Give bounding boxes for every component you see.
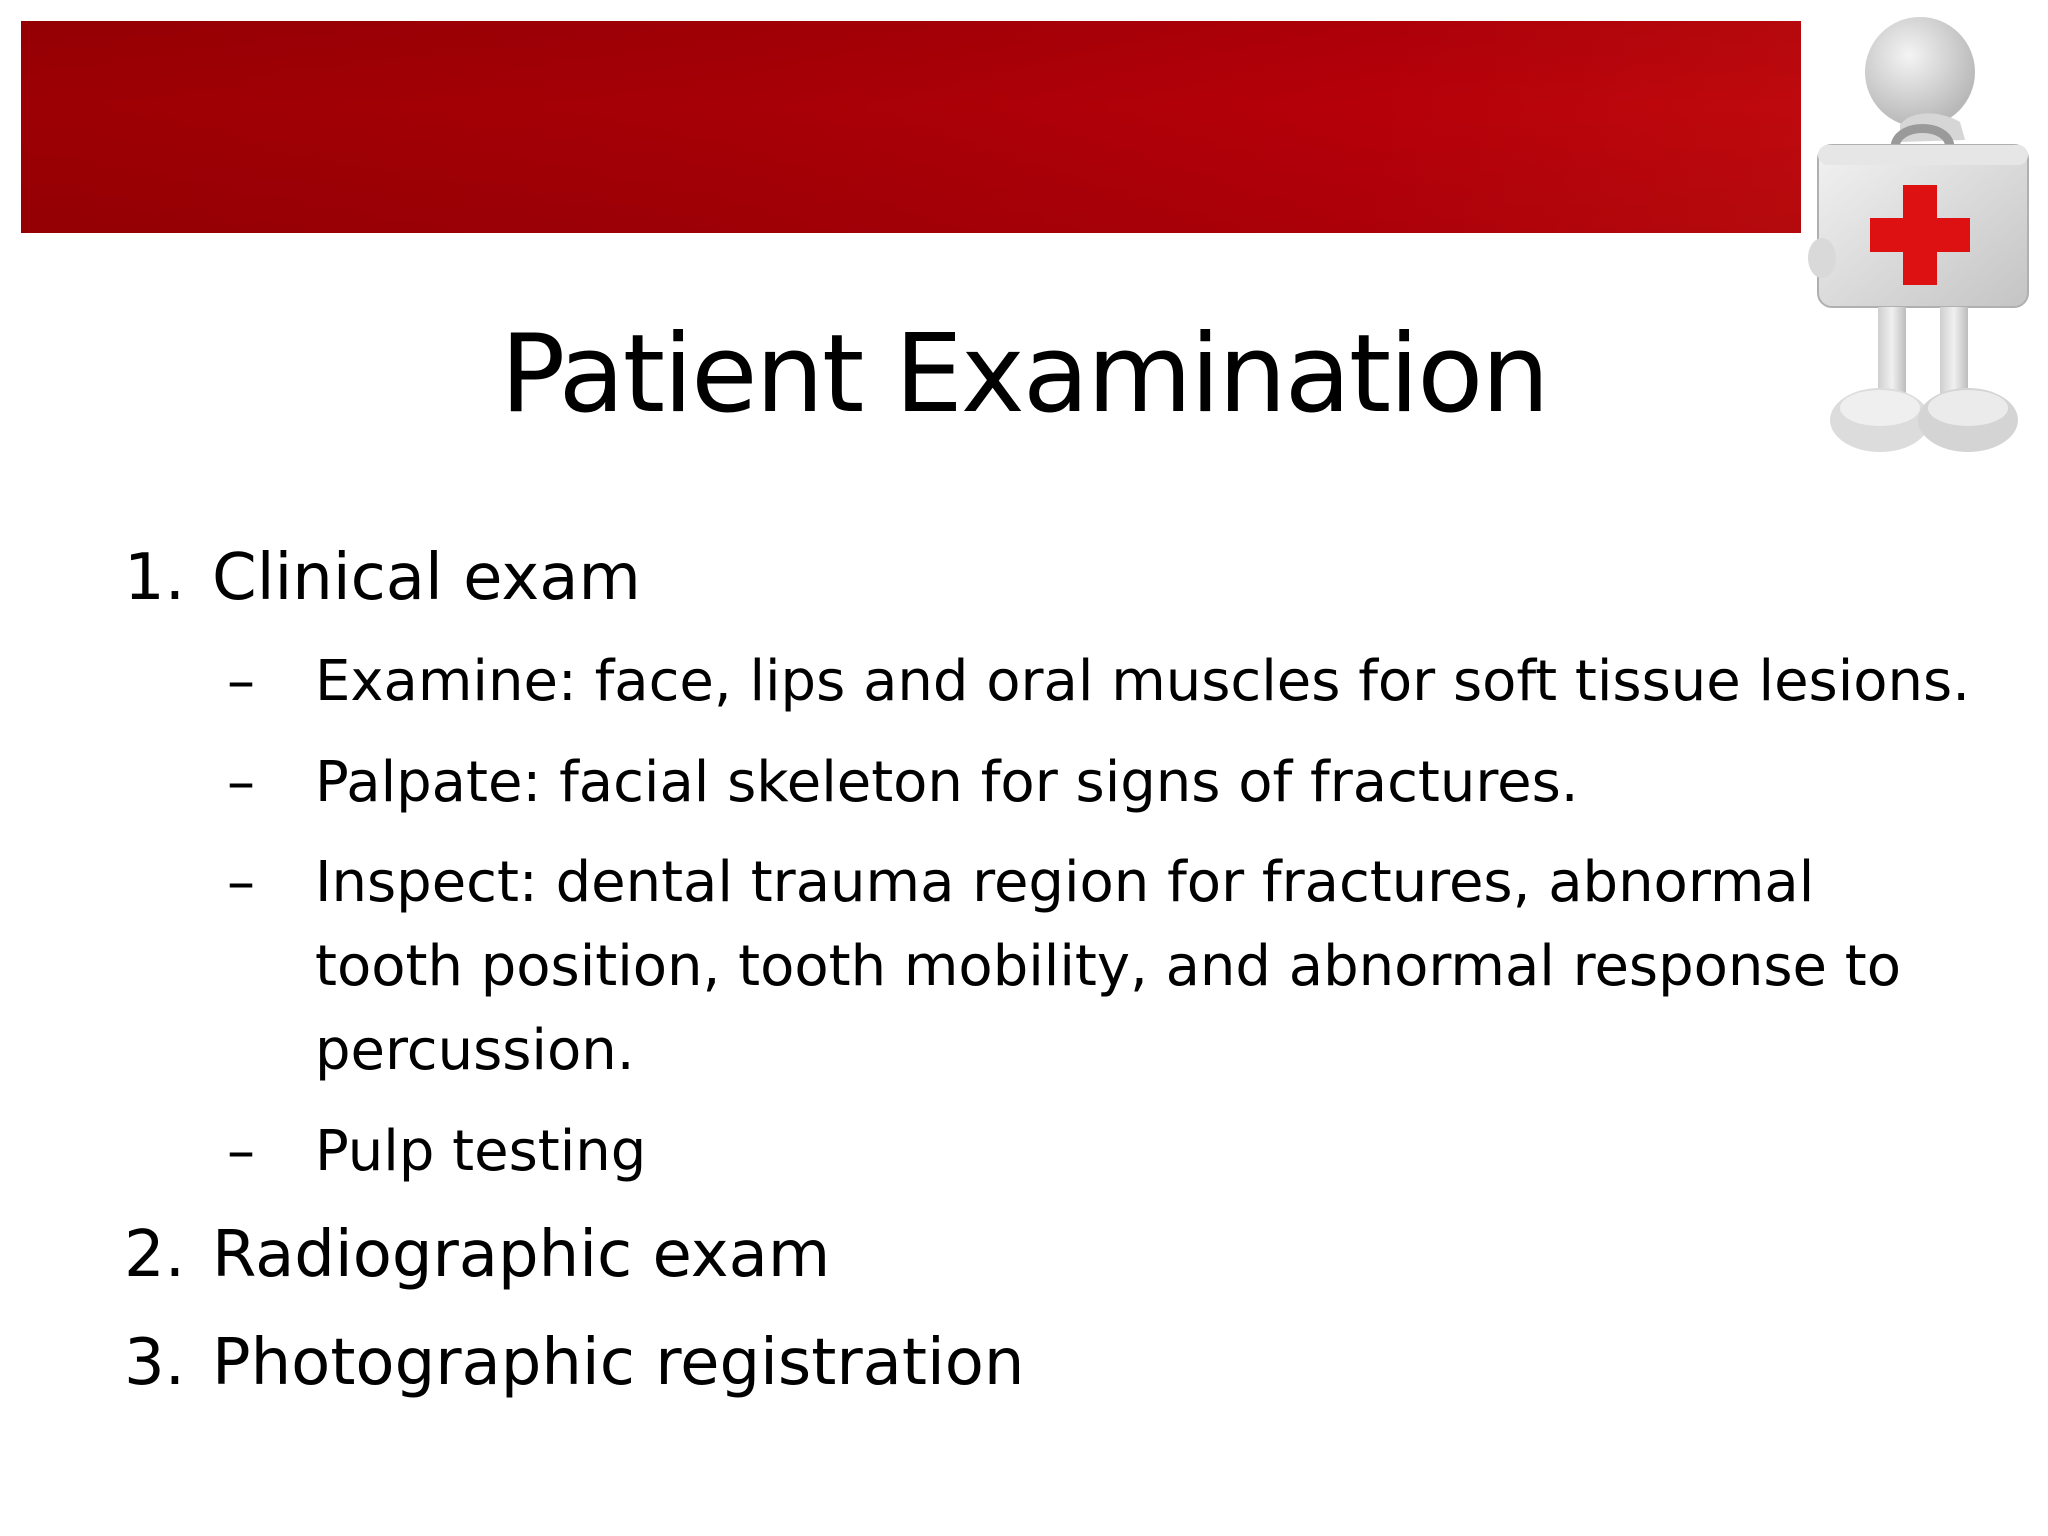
list-item-radiographic-exam [124,1215,830,1295]
dash-bullet: – [227,750,255,815]
slide-title: Patient Examination [500,312,1548,437]
subitem-text: Pulp testing [315,1119,647,1184]
subitem-text: Inspect: dental trauma region for fractures, abnormal tooth position, tooth mobility, and abnormal response to percussion. [315,850,1902,1083]
dash-bullet: – [227,649,255,714]
list-number: 2. [124,1218,186,1292]
list-item-label: Radiographic exam [212,1218,831,1292]
list-item-label: Photographic registration [212,1326,1025,1400]
list-number: 1. [124,541,186,615]
list-number: 3. [124,1326,186,1400]
list-item-photographic-registration [124,1323,1024,1403]
dash-bullet: – [227,1119,255,1184]
list-item-label: Clinical exam [212,541,641,615]
dash-bullet: – [227,850,255,915]
list-item-clinical-exam [124,538,641,618]
subitem-text: Examine: face, lips and oral muscles for soft tissue lesions. [315,649,1971,714]
subitem-text: Palpate: facial skeleton for signs of fractures. [315,750,1579,815]
